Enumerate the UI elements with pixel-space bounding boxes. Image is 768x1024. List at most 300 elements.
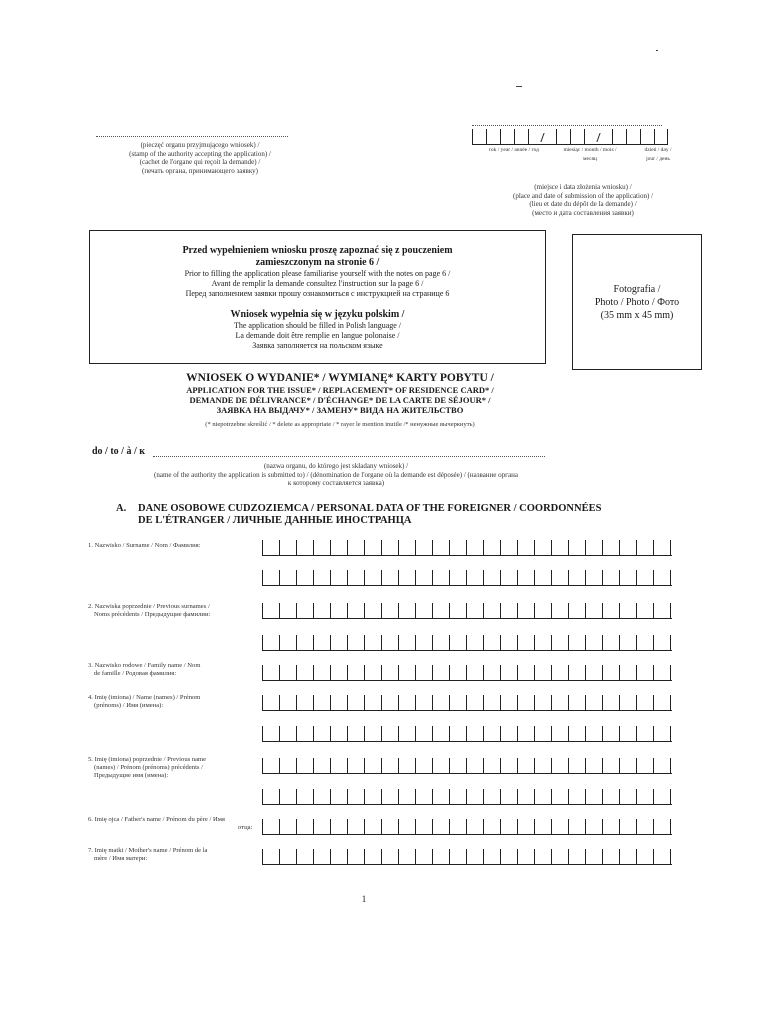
comb-tick [330, 849, 331, 864]
comb-tick [602, 570, 603, 585]
comb-tick [279, 849, 280, 864]
comb-tick [602, 819, 603, 834]
date-caption-fr: (lieu et date du dépôt de la demande) / [529, 200, 637, 208]
comb-tick [517, 540, 518, 555]
mother-name-label [88, 847, 207, 863]
comb-tick [483, 635, 484, 650]
date-comb-tick [514, 129, 515, 144]
comb-tick [381, 665, 382, 680]
comb-tick [466, 635, 467, 650]
comb-tick [568, 819, 569, 834]
comb-tick [568, 603, 569, 618]
comb-tick [670, 635, 671, 650]
comb-tick [551, 695, 552, 710]
date-caption-ru: (место и дата составления заявки) [532, 208, 634, 217]
comb-tick [534, 758, 535, 773]
name-label [88, 694, 200, 710]
family-name-label-2: de famille / Родовая фамилия: [94, 670, 177, 677]
comb-tick [585, 726, 586, 741]
comb-tick [364, 635, 365, 650]
comb-tick [415, 819, 416, 834]
comb-tick [347, 758, 348, 773]
comb-tick [585, 540, 586, 555]
stamp-caption-fr: (cachet de l'organe qui reçoit la demande) / [139, 158, 261, 166]
comb-tick [296, 849, 297, 864]
comb-tick [619, 695, 620, 710]
date-comb-tick [626, 129, 627, 144]
comb-tick [330, 603, 331, 618]
comb-tick [551, 635, 552, 650]
date-caption-pl: (miejsce i data złożenia wniosku) / [534, 183, 632, 191]
family-name-label-1: 3. Nazwisko rodowe / Family name / Nom [88, 662, 201, 669]
comb-tick [296, 540, 297, 555]
comb-tick [636, 635, 637, 650]
comb-tick [551, 570, 552, 585]
comb-tick [381, 570, 382, 585]
comb-tick [466, 665, 467, 680]
comb-tick [262, 726, 263, 741]
comb-tick [670, 819, 671, 834]
section-a-title-line1: DANE OSOBOWE CUDZOZIEMCA / PERSONAL DATA OF THE FOREIGNER / COORDONNÉES [138, 503, 602, 514]
comb-tick [449, 695, 450, 710]
comb-tick [296, 726, 297, 741]
comb-tick [534, 849, 535, 864]
previous-name-label-1: 5. Imię (imiona) poprzednie / Previous name [88, 756, 207, 763]
stamp-caption-en: (stamp of the authority accepting the application) / [129, 149, 271, 158]
comb-tick [415, 789, 416, 804]
comb-tick [653, 665, 654, 680]
form-heading [120, 372, 560, 415]
comb-tick [466, 849, 467, 864]
comb-tick [517, 603, 518, 618]
comb-tick [364, 540, 365, 555]
comb-tick [602, 540, 603, 555]
comb-tick [432, 695, 433, 710]
previous-surnames-label-2: Noms précédents / Предыдущие фамилии: [94, 611, 211, 618]
comb-tick [330, 695, 331, 710]
name-label-1: 4. Imię (imiona) / Name (names) / Prénom [88, 694, 201, 701]
comb-tick [313, 849, 314, 864]
comb-tick [364, 695, 365, 710]
comb-tick [381, 789, 382, 804]
comb-tick [415, 603, 416, 618]
comb-tick [500, 789, 501, 804]
comb-tick [415, 849, 416, 864]
comb-tick [534, 635, 535, 650]
comb-tick [636, 603, 637, 618]
comb-tick [347, 665, 348, 680]
comb-tick [364, 758, 365, 773]
comb-tick [398, 849, 399, 864]
comb-tick [432, 789, 433, 804]
comb-tick [653, 819, 654, 834]
comb-tick [262, 635, 263, 650]
comb-tick [568, 726, 569, 741]
comb-tick [381, 726, 382, 741]
comb-tick [415, 570, 416, 585]
comb-tick [432, 849, 433, 864]
comb-tick [296, 603, 297, 618]
comb-tick [483, 603, 484, 618]
comb-tick [670, 665, 671, 680]
comb-tick [347, 819, 348, 834]
comb-tick [279, 540, 280, 555]
comb-tick [568, 635, 569, 650]
previous-surnames-label [88, 603, 210, 619]
comb-tick [585, 849, 586, 864]
comb-tick [500, 540, 501, 555]
comb-tick [449, 758, 450, 773]
comb-tick [483, 758, 484, 773]
comb-tick [330, 726, 331, 741]
comb-tick [381, 849, 382, 864]
comb-tick [653, 789, 654, 804]
comb-tick [432, 570, 433, 585]
comb-tick [364, 570, 365, 585]
language-note-en: The application should be filled in Polish language / [233, 321, 402, 330]
comb-tick [602, 789, 603, 804]
comb-tick [517, 695, 518, 710]
comb-tick [313, 789, 314, 804]
comb-tick [653, 635, 654, 650]
notice-en: Prior to filling the application please familiarise yourself with the notes on page 6 / [184, 269, 451, 278]
surname-input-row-1[interactable] [262, 539, 672, 556]
comb-tick [449, 570, 450, 585]
date-comb-tick [528, 129, 529, 144]
comb-tick [313, 819, 314, 834]
comb-tick [517, 570, 518, 585]
name-input-row-2[interactable] [262, 725, 672, 742]
comb-tick [534, 603, 535, 618]
date-separator [596, 133, 600, 142]
comb-tick [449, 665, 450, 680]
comb-tick [296, 665, 297, 680]
comb-tick [568, 695, 569, 710]
comb-tick [347, 603, 348, 618]
comb-tick [636, 695, 637, 710]
comb-tick [670, 603, 671, 618]
comb-tick [585, 665, 586, 680]
comb-tick [551, 758, 552, 773]
comb-tick [517, 849, 518, 864]
family-name-label [88, 662, 200, 678]
date-comb-tick [640, 129, 641, 144]
comb-tick [279, 789, 280, 804]
comb-tick [347, 695, 348, 710]
comb-tick [653, 570, 654, 585]
comb-tick [279, 695, 280, 710]
comb-tick [670, 570, 671, 585]
comb-tick [619, 635, 620, 650]
comb-tick [449, 849, 450, 864]
comb-tick [636, 665, 637, 680]
comb-tick [636, 849, 637, 864]
comb-tick [585, 819, 586, 834]
surname-label: 1. Nazwisko / Surname / Nom / Фамилия: [88, 542, 201, 549]
comb-tick [466, 603, 467, 618]
comb-tick [653, 695, 654, 710]
comb-tick [466, 758, 467, 773]
comb-tick [449, 789, 450, 804]
mother-name-input[interactable] [262, 848, 672, 865]
comb-tick [364, 726, 365, 741]
date-comb-tick [472, 129, 473, 144]
comb-tick [653, 603, 654, 618]
date-comb-tick [486, 129, 487, 144]
comb-tick [364, 819, 365, 834]
name-label-2: (prénoms) / Имя (имена): [94, 702, 164, 709]
previous-surnames-input-row-1[interactable] [262, 602, 672, 619]
previous-name-input-row-2[interactable] [262, 788, 672, 805]
comb-tick [500, 849, 501, 864]
comb-tick [585, 570, 586, 585]
comb-tick [398, 726, 399, 741]
comb-tick [466, 726, 467, 741]
comb-tick [432, 726, 433, 741]
comb-tick [551, 819, 552, 834]
comb-tick [619, 758, 620, 773]
previous-surnames-label-1: 2. Nazwiska poprzednie / Previous surnames / [88, 603, 210, 610]
comb-tick [415, 695, 416, 710]
comb-tick [636, 789, 637, 804]
comb-tick [568, 789, 569, 804]
comb-tick [313, 635, 314, 650]
authority-caption-pl: (nazwa organu, do którego jest składany wniosek) / [263, 462, 409, 470]
comb-tick [381, 758, 382, 773]
comb-tick [466, 695, 467, 710]
language-note-pl: Wniosek wypełnia się w języku polskim / [230, 309, 405, 320]
comb-tick [500, 758, 501, 773]
comb-tick [551, 726, 552, 741]
comb-tick [262, 695, 263, 710]
comb-tick [279, 758, 280, 773]
comb-tick [534, 789, 535, 804]
comb-tick [347, 849, 348, 864]
surname-input-row-2[interactable] [262, 569, 672, 586]
comb-tick [279, 635, 280, 650]
notice-title-pl: Przed wypełnieniem wniosku proszę zapoznać się z pouczeniem [182, 245, 453, 256]
comb-tick [330, 635, 331, 650]
scan-mark [516, 86, 522, 87]
comb-tick [398, 758, 399, 773]
comb-tick [619, 849, 620, 864]
comb-tick [296, 695, 297, 710]
comb-tick [330, 570, 331, 585]
comb-tick [602, 635, 603, 650]
comb-tick [585, 695, 586, 710]
authority-field[interactable] [153, 455, 545, 457]
comb-tick [296, 635, 297, 650]
comb-tick [279, 603, 280, 618]
previous-surnames-input-row-2[interactable] [262, 634, 672, 651]
comb-tick [296, 570, 297, 585]
date-comb-tick [667, 129, 668, 144]
page-number: 1 [361, 894, 367, 904]
comb-tick [364, 603, 365, 618]
comb-tick [330, 819, 331, 834]
comb-tick [415, 726, 416, 741]
notice-ru: Перед заполнением заявки прошу ознакомиться с инструкцией на странице 6 [185, 289, 450, 298]
comb-tick [602, 726, 603, 741]
comb-tick [483, 665, 484, 680]
stamp-caption-ru: (печать органа, принимающего заявку) [142, 166, 258, 175]
comb-tick [364, 665, 365, 680]
comb-tick [636, 758, 637, 773]
comb-tick [347, 789, 348, 804]
submission-date-field[interactable] [472, 128, 668, 145]
family-name-input[interactable] [262, 664, 672, 681]
comb-tick [602, 665, 603, 680]
comb-tick [636, 540, 637, 555]
comb-tick [517, 819, 518, 834]
photo-box [572, 234, 702, 370]
comb-tick [347, 635, 348, 650]
comb-tick [398, 789, 399, 804]
mother-name-label-1: 7. Imię matki / Mother's name / Prénom de la [88, 847, 208, 854]
comb-tick [279, 665, 280, 680]
comb-tick [262, 570, 263, 585]
authority-caption-ru: к которому составляется заявка) [287, 479, 385, 487]
comb-tick [602, 849, 603, 864]
comb-tick [517, 789, 518, 804]
comb-tick [534, 540, 535, 555]
comb-tick [585, 789, 586, 804]
comb-tick [500, 665, 501, 680]
mother-name-label-2: mère / Имя матери: [94, 855, 148, 862]
comb-tick [585, 635, 586, 650]
comb-tick [568, 849, 569, 864]
comb-tick [619, 665, 620, 680]
comb-tick [636, 819, 637, 834]
notice-box [89, 230, 546, 364]
comb-tick [347, 570, 348, 585]
previous-name-label [88, 756, 206, 780]
comb-tick [466, 789, 467, 804]
comb-tick [347, 540, 348, 555]
comb-tick [432, 540, 433, 555]
father-name-input[interactable] [262, 818, 672, 835]
comb-tick [296, 758, 297, 773]
comb-tick [313, 695, 314, 710]
comb-tick [432, 819, 433, 834]
language-note-fr: La demande doit être remplie en langue polonaise / [235, 331, 400, 340]
comb-tick [483, 819, 484, 834]
name-input-row-1[interactable] [262, 694, 672, 711]
comb-tick [602, 603, 603, 618]
to-label: do / to / à / к [92, 446, 145, 457]
previous-name-input-row-1[interactable] [262, 757, 672, 774]
previous-name-label-2: (names) / Prénom (prénoms) précédents / [94, 764, 203, 771]
father-name-label-2: отца: [238, 824, 253, 831]
comb-tick [483, 570, 484, 585]
comb-tick [568, 570, 569, 585]
comb-tick [415, 758, 416, 773]
comb-tick [398, 570, 399, 585]
comb-tick [398, 603, 399, 618]
comb-tick [313, 758, 314, 773]
date-caption-en: (place and date of submission of the application) / [513, 191, 653, 200]
comb-tick [534, 819, 535, 834]
comb-tick [500, 603, 501, 618]
comb-tick [500, 819, 501, 834]
stamp-line [96, 135, 288, 137]
comb-tick [415, 635, 416, 650]
comb-tick [398, 665, 399, 680]
comb-tick [653, 726, 654, 741]
comb-tick [500, 726, 501, 741]
authority-caption [96, 462, 576, 488]
date-caption [478, 183, 688, 217]
strike-note: (* niepotrzebne skreślić / * delete as appropriate / * rayer le mention inutile /* ненужные вычеркнуть) [205, 421, 475, 428]
comb-tick [551, 540, 552, 555]
comb-tick [653, 540, 654, 555]
comb-tick [381, 695, 382, 710]
comb-tick [313, 540, 314, 555]
comb-tick [602, 695, 603, 710]
comb-tick [449, 726, 450, 741]
comb-tick [415, 540, 416, 555]
comb-tick [364, 849, 365, 864]
comb-tick [449, 603, 450, 618]
comb-tick [262, 665, 263, 680]
comb-tick [432, 758, 433, 773]
photo-label: Fotografia / [613, 284, 661, 295]
heading-pl: WNIOSEK O WYDANIE* / WYMIANĘ* KARTY POBYTU / [186, 372, 494, 384]
comb-tick [483, 726, 484, 741]
comb-tick [619, 726, 620, 741]
comb-tick [296, 819, 297, 834]
comb-tick [500, 695, 501, 710]
comb-tick [636, 570, 637, 585]
comb-tick [517, 635, 518, 650]
comb-tick [670, 695, 671, 710]
comb-tick [653, 849, 654, 864]
comb-tick [500, 570, 501, 585]
comb-tick [262, 849, 263, 864]
comb-tick [517, 726, 518, 741]
comb-tick [262, 758, 263, 773]
comb-tick [398, 695, 399, 710]
comb-tick [551, 665, 552, 680]
date-comb-tick [570, 129, 571, 144]
date-month-label: miesiąc / month / mois / месяц [563, 147, 617, 162]
comb-tick [670, 540, 671, 555]
comb-tick [500, 635, 501, 650]
comb-tick [653, 758, 654, 773]
comb-tick [279, 819, 280, 834]
heading-fr: DEMANDE DE DÉLIVRANCE* / D'ÉCHANGE* DE LA CARTE DE SÉJOUR* / [189, 395, 491, 405]
notice-title-pl-2: zamieszczonym na stronie 6 / [255, 257, 380, 268]
date-comb-tick [612, 129, 613, 144]
place-line [472, 124, 662, 126]
comb-tick [262, 819, 263, 834]
section-a-letter: A. [116, 503, 127, 514]
previous-name-label-3: Предыдущие имя (имена): [94, 772, 169, 779]
comb-tick [296, 789, 297, 804]
comb-tick [670, 789, 671, 804]
comb-tick [381, 603, 382, 618]
comb-tick [398, 540, 399, 555]
date-comb-tick [500, 129, 501, 144]
comb-tick [432, 665, 433, 680]
authority-caption-en-fr: (name of the authority the application is submitted to) / (dénomination de l'organe où la demande est déposée) / (название органа [154, 470, 518, 479]
comb-tick [551, 603, 552, 618]
comb-tick [483, 540, 484, 555]
comb-tick [466, 540, 467, 555]
comb-tick [619, 603, 620, 618]
language-note-ru: Заявка заполняется на польском языке [252, 341, 383, 350]
comb-tick [483, 695, 484, 710]
